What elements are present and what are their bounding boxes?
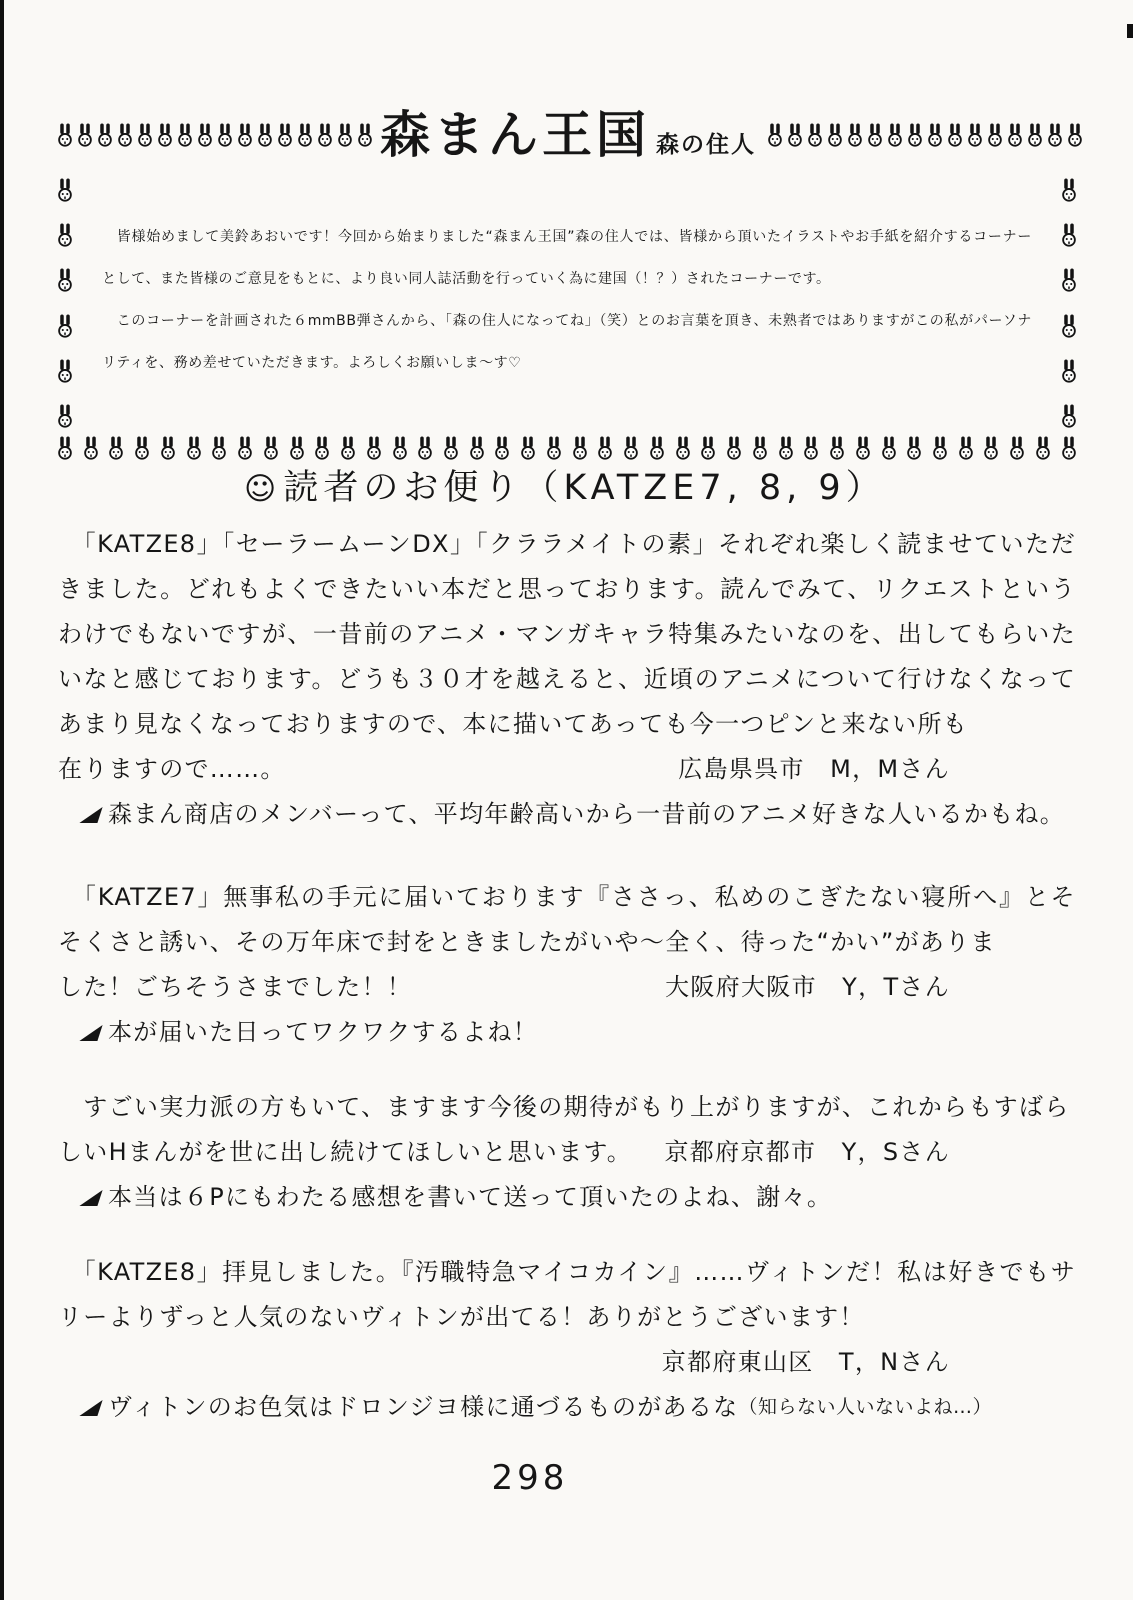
rabbit-icon — [278, 123, 292, 147]
rabbit-icon — [418, 436, 432, 460]
letter-attribution: 京都府東山区 T，Nさん — [661, 1348, 950, 1376]
rabbit-border-top-left — [58, 123, 372, 147]
rabbit-icon — [779, 436, 793, 460]
rabbit-icon — [984, 436, 998, 460]
reply-row — [58, 1175, 1076, 1220]
rabbit-icon — [298, 123, 312, 147]
rabbit-icon — [676, 436, 690, 460]
rabbit-icon — [393, 436, 407, 460]
rabbit-icon — [58, 268, 72, 292]
rabbit-icon — [58, 123, 72, 147]
rabbit-icon — [109, 436, 123, 460]
rabbit-icon — [318, 123, 332, 147]
letter-body: 「KATZE8」拝見しました。『汚職特急マイコカイン』……ヴィトンだ！私は好きでもサリーよりずっと人気のないヴィトンが出てる！ありがとうございます！ — [58, 1258, 1076, 1331]
rabbit-icon — [158, 123, 172, 147]
rabbit-icon — [198, 123, 212, 147]
reply-arrow-icon — [79, 807, 102, 823]
letter-last-text: しいHまんがを世に出し続けてほしいと思います。 — [58, 1138, 633, 1166]
letter-attribution: 広島県呉市 M，Mさん — [678, 755, 950, 783]
rabbit-icon — [1036, 436, 1050, 460]
rabbit-icon — [868, 123, 882, 147]
rabbit-border-bottom — [58, 436, 1076, 460]
rabbit-icon — [948, 123, 962, 147]
reply-row — [58, 1010, 1076, 1055]
rabbit-icon — [1062, 223, 1076, 247]
letter-body: すごい実力派の方もいて、ますます今後の期待がもり上がりますが、これからもすばら — [58, 1093, 1070, 1121]
rabbit-icon — [573, 436, 587, 460]
rabbit-icon — [547, 436, 561, 460]
rabbit-icon — [727, 436, 741, 460]
reply-text: 森まん商店のメンバーって、平均年齢高いから一昔前のアニメ好きな人いるかもね。 — [108, 800, 1066, 828]
corner-title: 森まん王国 — [380, 106, 650, 164]
rabbit-icon — [258, 123, 272, 147]
section-heading-text: 読者のお便り（KATZE7, 8, 9） — [283, 468, 886, 508]
rabbit-icon — [808, 123, 822, 147]
reply-arrow-icon — [79, 1400, 102, 1416]
rabbit-icon — [1062, 268, 1076, 292]
rabbit-icon — [830, 436, 844, 460]
letter-attribution: 京都府京都市 Y，Sさん — [664, 1138, 950, 1166]
section-heading — [244, 460, 886, 510]
reply-arrow-icon — [79, 1190, 102, 1206]
header-box-body — [58, 176, 1076, 428]
rabbit-icon — [161, 436, 175, 460]
rabbit-icon — [1062, 178, 1076, 202]
rabbit-icon — [928, 123, 942, 147]
rabbit-icon — [1068, 123, 1082, 147]
rabbit-icon — [933, 436, 947, 460]
rabbit-icon — [78, 123, 92, 147]
rabbit-icon — [138, 123, 152, 147]
rabbit-icon — [264, 436, 278, 460]
rabbit-icon — [1010, 436, 1024, 460]
rabbit-icon — [218, 123, 232, 147]
rabbit-icon — [828, 123, 842, 147]
rabbit-icon — [521, 436, 535, 460]
reply-note: （知らない人いないよね…） — [738, 1396, 992, 1418]
letters-list — [58, 522, 1076, 1430]
rabbit-icon — [58, 223, 72, 247]
rabbit-icon — [650, 436, 664, 460]
rabbit-icon — [238, 123, 252, 147]
rabbit-icon — [118, 123, 132, 147]
rabbit-icon — [290, 436, 304, 460]
rabbit-icon — [1008, 123, 1022, 147]
letter-2 — [58, 875, 1076, 1055]
rabbit-icon — [1028, 123, 1042, 147]
rabbit-icon — [178, 123, 192, 147]
rabbit-icon — [1062, 314, 1076, 338]
letter-3 — [58, 1085, 1076, 1220]
smiley-icon: ☺ — [244, 471, 282, 507]
reply-arrow-icon — [79, 1025, 102, 1041]
title-group — [372, 106, 768, 164]
rabbit-icon — [1062, 436, 1076, 460]
rabbit-icon — [187, 436, 201, 460]
rabbit-icon — [444, 436, 458, 460]
rabbit-icon — [701, 436, 715, 460]
letter-4 — [58, 1250, 1076, 1430]
reply-text: 本が届いた日ってワクワクするよね！ — [108, 1018, 539, 1046]
rabbit-icon — [753, 436, 767, 460]
rabbit-icon — [882, 436, 896, 460]
rabbit-icon — [315, 436, 329, 460]
corner-subtitle: 森の住人 — [656, 132, 756, 158]
rabbit-icon — [788, 123, 802, 147]
rabbit-icon — [598, 436, 612, 460]
intro-text — [102, 176, 1032, 428]
scan-edge-strip — [0, 0, 4, 1600]
rabbit-icon — [768, 123, 782, 147]
rabbit-icon — [470, 436, 484, 460]
rabbit-icon — [848, 123, 862, 147]
rabbit-icon — [959, 436, 973, 460]
letter-last-text: 在りますので……。 — [58, 755, 286, 783]
rabbit-icon — [58, 359, 72, 383]
rabbit-icon — [908, 123, 922, 147]
rabbit-border-right-column — [1062, 176, 1076, 428]
reply-row — [58, 1385, 1076, 1430]
rabbit-icon — [367, 436, 381, 460]
header-title-row — [58, 102, 1076, 168]
rabbit-icon — [212, 436, 226, 460]
letter-last-text: した！ごちそうさまでした！！ — [58, 973, 413, 1001]
reply-text: ヴィトンのお色気はドロンジヨ様に通づるものがあるな — [108, 1393, 739, 1421]
rabbit-icon — [98, 123, 112, 147]
letter-attribution: 大阪府大阪市 Y，Tさん — [665, 973, 950, 1001]
intro-paragraph-1: 皆様始めまして美鈴あおいです！今回から始まりました“森まん王国”森の住人では、皆様から頂いたイラストやお手紙を紹介するコーナーとして、また皆様のご意見をもとに、より良い同人誌活動を行っていく為に建国（！？）されたコーナーです。 — [102, 229, 1032, 287]
reply-row — [58, 792, 1076, 837]
rabbit-icon — [1062, 404, 1076, 428]
rabbit-icon — [358, 123, 372, 147]
rabbit-icon — [338, 123, 352, 147]
rabbit-icon — [1062, 359, 1076, 383]
rabbit-icon — [238, 436, 252, 460]
reply-text: 本当は６Pにもわたる感想を書いて送って頂いたのよね、謝々。 — [108, 1183, 833, 1211]
rabbit-icon — [58, 436, 72, 460]
rabbit-icon — [135, 436, 149, 460]
rabbit-icon — [58, 178, 72, 202]
scan-edge-mark — [1127, 24, 1133, 38]
rabbit-icon — [624, 436, 638, 460]
rabbit-icon — [888, 123, 902, 147]
letter-last-line — [58, 1130, 1076, 1175]
header-box — [58, 102, 1076, 460]
letter-last-line — [58, 747, 1076, 792]
rabbit-border-left-column — [58, 176, 72, 428]
rabbit-icon — [804, 436, 818, 460]
intro-paragraph-2: このコーナーを計画された６mmBB弾さんから、「森の住人になってね」（笑）とのお言葉を頂き、未熟者ではありますがこの私がパーソナリティを、務め差せていただきます。よろしくお願いしま～す♡ — [102, 313, 1032, 371]
letter-body: 「KATZE7」無事私の手元に届いております『ささっ、私めのこぎたない寝所へ』とそそくさと誘い、その万年床で封をときましたがいや～全く、待った“かい”がありま — [58, 883, 1076, 956]
rabbit-icon — [968, 123, 982, 147]
rabbit-icon — [907, 436, 921, 460]
rabbit-icon — [341, 436, 355, 460]
page-number: 298 — [491, 1458, 569, 1498]
rabbit-icon — [58, 404, 72, 428]
rabbit-border-top-right — [768, 123, 1082, 147]
letter-last-line — [58, 1340, 1076, 1385]
rabbit-icon — [988, 123, 1002, 147]
rabbit-icon — [1048, 123, 1062, 147]
letter-last-line — [58, 965, 1076, 1010]
rabbit-icon — [84, 436, 98, 460]
letter-body: 「KATZE8」「セーラームーンDX」「クララメイトの素」それぞれ楽しく読ませていただきました。どれもよくできたいい本だと思っております。読んでみて、リクエストというわけでもないですが、一昔前のアニメ・マンガキャラ特集みたいなのを、出してもらいたいなと感じております。どうも３０才を越えると、近頃のアニメについて行けなくなってあまり見なくなっておりますので、本に描いてあっても今一つピンと来ない所も — [58, 530, 1076, 738]
letter-1 — [58, 522, 1076, 837]
rabbit-icon — [856, 436, 870, 460]
rabbit-icon — [495, 436, 509, 460]
rabbit-icon — [58, 314, 72, 338]
